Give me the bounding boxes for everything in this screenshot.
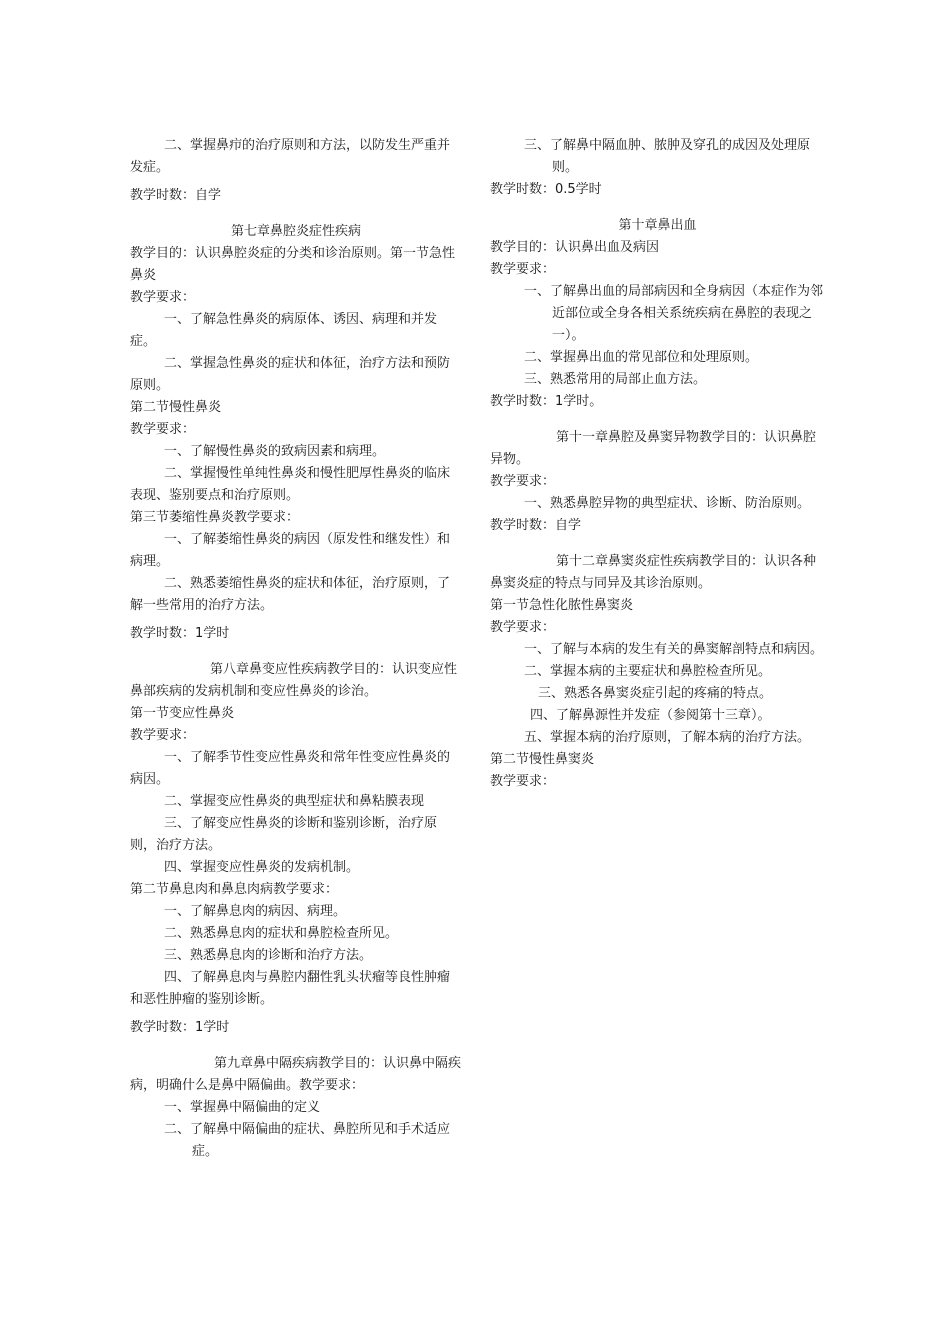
list-item: 二、熟悉萎缩性鼻炎的症状和体征，治疗原则，了解一些常用的治疗方法。 [130, 576, 451, 613]
section-title: 第一节变应性鼻炎 [130, 706, 235, 721]
chapter-title: 第九章鼻中隔疾病教学目的：认识鼻中隔疾病，明确什么是鼻中隔偏曲。教学要求： [130, 1056, 462, 1093]
list-item: 一、了解萎缩性鼻炎的病因（原发性和继发性）和病理。 [130, 532, 451, 569]
requirements-label: 教学要求： [490, 262, 556, 277]
requirements-label: 教学要求： [130, 290, 196, 305]
chapter-title: 第七章鼻腔炎症性疾病 [230, 224, 361, 239]
teaching-hours: 教学时数：1学时。 [490, 394, 603, 409]
list-item: 四、了解鼻源性并发症（参阅第十三章）。 [530, 708, 771, 723]
requirements-label: 教学要求： [490, 620, 556, 635]
list-item: 二、掌握本病的主要症状和鼻腔检查所见。 [524, 664, 772, 679]
list-item: 五、掌握本病的治疗原则，了解本病的治疗方法。 [524, 730, 811, 745]
list-item: 一、了解鼻出血的局部病因和全身病因（本症作为邻近部位或全身各相关系统疾病在鼻腔的表现之一）。 [524, 284, 824, 343]
list-item: 二、掌握急性鼻炎的症状和体征，治疗方法和预防原则。 [130, 356, 451, 393]
teaching-hours: 教学时数：1学时 [130, 1020, 230, 1035]
section-title: 第二节鼻息肉和鼻息肉病教学要求： [130, 882, 339, 897]
list-item: 一、了解急性鼻炎的病原体、诱因、病理和并发症。 [130, 312, 438, 349]
list-item: 三、熟悉常用的局部止血方法。 [524, 372, 707, 387]
chapter-title: 第十二章鼻窦炎症性疾病教学目的：认识各种鼻窦炎症的特点与同异及其诊治原则。 [490, 554, 817, 591]
list-item: 一、了解与本病的发生有关的鼻窦解剖特点和病因。 [524, 642, 824, 657]
teaching-hours: 教学时数：1学时 [130, 626, 230, 641]
requirements-label: 教学要求： [130, 422, 196, 437]
list-item: 一、掌握鼻中隔偏曲的定义 [164, 1100, 321, 1115]
teaching-hours: 教学时数：自学 [490, 518, 582, 533]
list-item: 二、熟悉鼻息肉的症状和鼻腔检查所见。 [164, 926, 399, 941]
list-item: 一、了解鼻息肉的病因、病理。 [164, 904, 347, 919]
section-title: 第二节慢性鼻窦炎 [490, 752, 595, 767]
list-item: 三、了解变应性鼻炎的诊断和鉴别诊断，治疗原则，治疗方法。 [130, 816, 438, 853]
list-item: 一、了解慢性鼻炎的致病因素和病理。 [164, 444, 386, 459]
list-item: 二、掌握慢性单纯性鼻炎和慢性肥厚性鼻炎的临床表现、鉴别要点和治疗原则。 [130, 466, 451, 503]
left-column [130, 135, 462, 1163]
chapter-title: 第八章鼻变应性疾病教学目的：认识变应性鼻部疾病的发病机制和变应性鼻炎的诊治。 [130, 662, 458, 699]
teaching-goal: 教学目的：认识鼻腔炎症的分类和诊治原则。第一节急性鼻炎 [130, 246, 456, 283]
teaching-goal: 教学目的：认识鼻出血及病因 [490, 240, 660, 255]
list-item: 二、掌握变应性鼻炎的典型症状和鼻粘膜表现 [164, 794, 425, 809]
requirements-label: 教学要求： [490, 474, 556, 489]
list-item: 三、了解鼻中隔血肿、脓肿及穿孔的成因及处理原则。 [524, 138, 811, 175]
chapter-title: 第十章鼻出血 [618, 218, 697, 233]
list-item: 四、掌握变应性鼻炎的发病机制。 [164, 860, 360, 875]
requirements-label: 教学要求： [490, 774, 556, 789]
list-item: 三、熟悉各鼻窦炎症引起的疼痛的特点。 [538, 686, 773, 701]
paragraph: 二、掌握鼻疖的治疗原则和方法，以防发生严重并发症。 [130, 138, 451, 175]
right-column [490, 135, 825, 793]
section-title: 第二节慢性鼻炎 [130, 400, 222, 415]
list-item: 一、了解季节性变应性鼻炎和常年性变应性鼻炎的病因。 [130, 750, 451, 787]
teaching-hours: 教学时数：自学 [130, 188, 222, 203]
teaching-hours: 教学时数：0.5学时 [490, 182, 602, 197]
list-item: 一、熟悉鼻腔异物的典型症状、诊断、防治原则。 [524, 496, 811, 511]
list-item: 二、了解鼻中隔偏曲的症状、鼻腔所见和手术适应症。 [164, 1122, 451, 1159]
list-item: 二、掌握鼻出血的常见部位和处理原则。 [524, 350, 759, 365]
section-title: 第三节萎缩性鼻炎教学要求： [130, 510, 300, 525]
chapter-title: 第十一章鼻腔及鼻窦异物教学目的：认识鼻腔异物。 [490, 430, 817, 467]
section-title: 第一节急性化脓性鼻窦炎 [490, 598, 634, 613]
requirements-label: 教学要求： [130, 728, 196, 743]
list-item: 四、了解鼻息肉与鼻腔内翻性乳头状瘤等良性肿瘤和恶性肿瘤的鉴别诊断。 [130, 970, 451, 1007]
list-item: 三、熟悉鼻息肉的诊断和治疗方法。 [164, 948, 373, 963]
